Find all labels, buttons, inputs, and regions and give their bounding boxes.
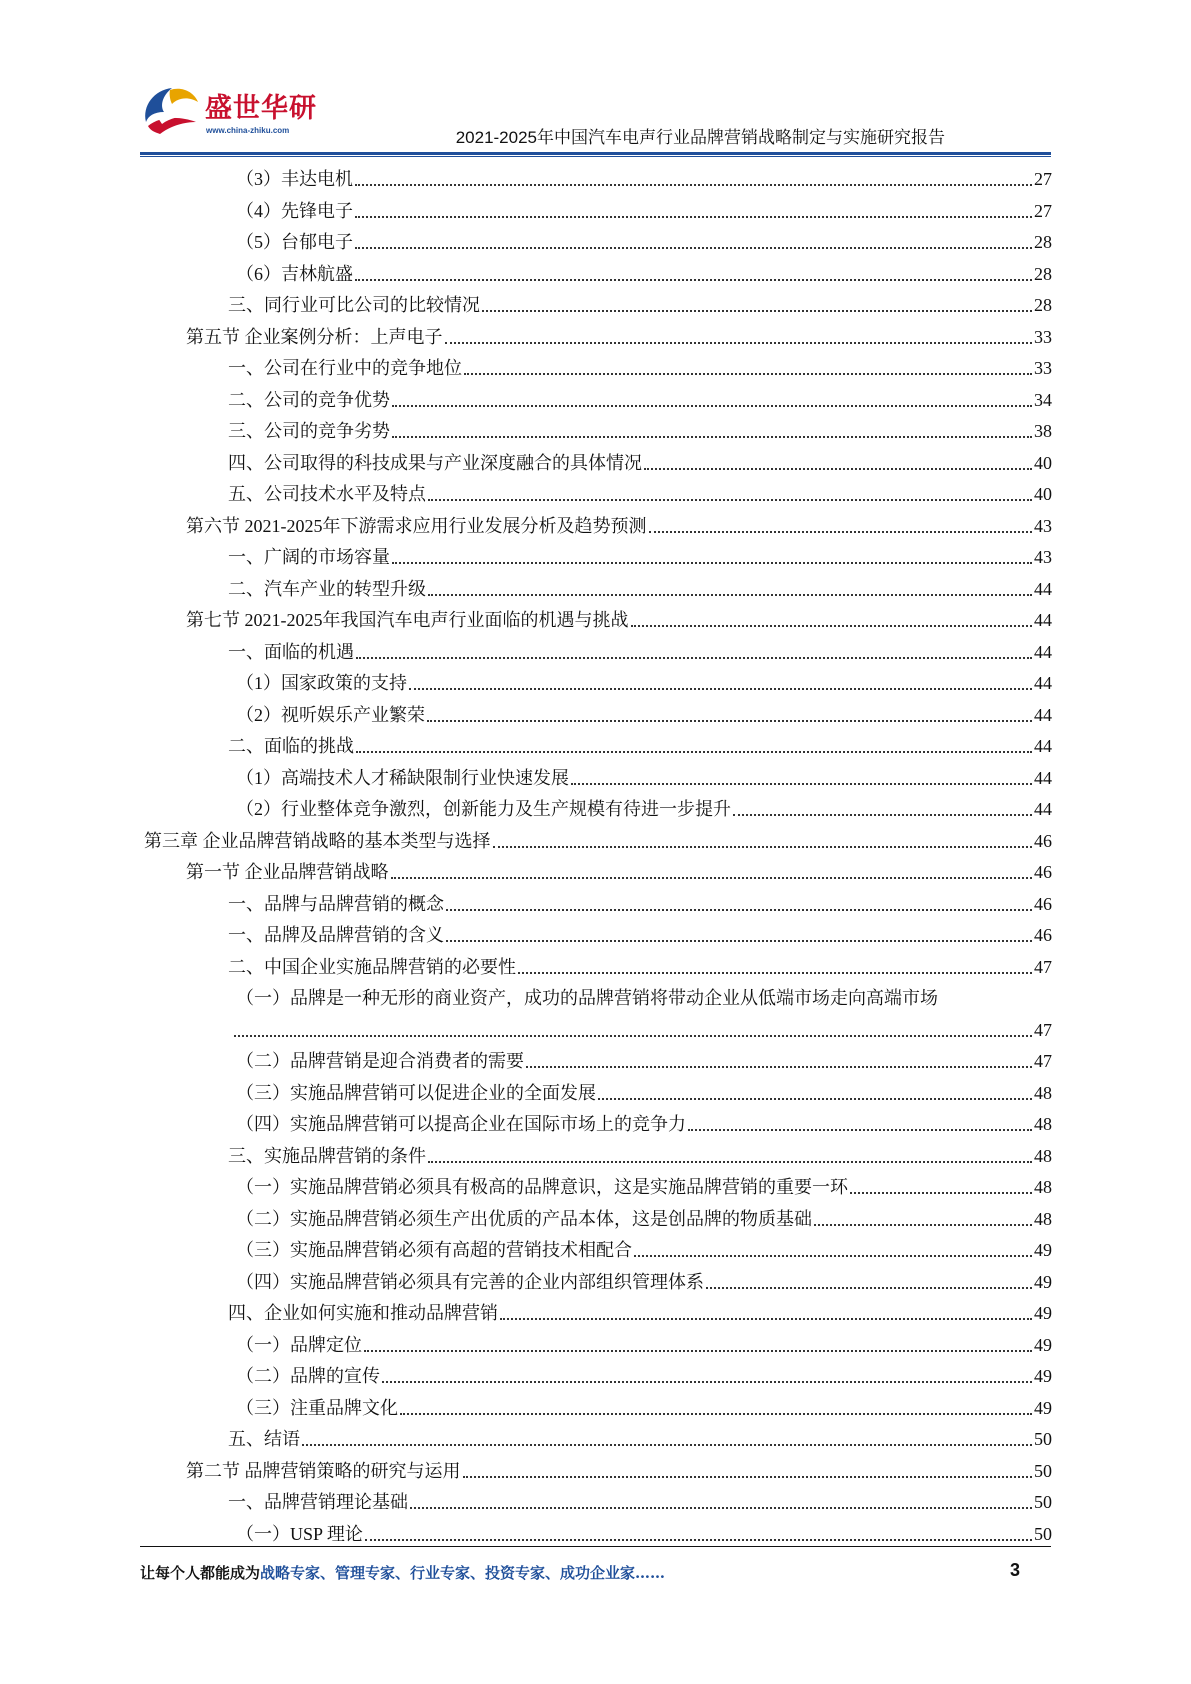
- toc-entry[interactable]: [236, 160, 1052, 190]
- toc-entry-title: （一）品牌定位: [236, 1334, 362, 1355]
- toc-leader-dots: [688, 1129, 1032, 1131]
- logo-mark-icon: [140, 82, 202, 138]
- toc-entry-title: 第六节 2021-2025年下游需求应用行业发展分析及趋势预测: [186, 515, 647, 536]
- toc-leader-dots: [392, 436, 1032, 438]
- document-title: 2021-2025年中国汽车电声行业品牌营销战略制定与实施研究报告: [455, 128, 945, 147]
- toc-leader-dots: [427, 720, 1032, 722]
- toc-leader-dots: [518, 972, 1032, 974]
- toc-entry-title: 一、面临的机遇: [228, 641, 354, 662]
- toc-entry[interactable]: [228, 1483, 1052, 1513]
- toc-entry[interactable]: [236, 1200, 1052, 1230]
- toc-entry-title: 四、企业如何实施和推动品牌营销: [228, 1303, 498, 1323]
- toc-entry[interactable]: [236, 1231, 1052, 1261]
- toc-entry-title: （二）实施品牌营销必须生产出优质的产品本体，这是创品牌的物质基础: [236, 1208, 812, 1229]
- toc-leader-dots: [649, 531, 1033, 533]
- toc-leader-dots: [814, 1224, 1032, 1226]
- page-header: [0, 0, 1191, 160]
- toc-entry[interactable]: [236, 1168, 1052, 1198]
- toc-entry-page: 44: [1034, 610, 1052, 630]
- toc-leader-dots: [706, 1287, 1032, 1289]
- toc-entry[interactable]: [186, 318, 1052, 348]
- toc-entry-title: 第三章 企业品牌营销战略的基本类型与选择: [144, 830, 491, 851]
- toc-entry-title: 二、面临的挑战: [228, 736, 354, 756]
- toc-entry-page: 47: [1034, 956, 1052, 977]
- toc-entry-page: 48: [1034, 1082, 1052, 1103]
- toc-leader-dots: [391, 877, 1033, 879]
- toc-entry-page: 27: [1034, 200, 1052, 221]
- toc-entry[interactable]: [228, 948, 1052, 978]
- toc-leader-dots: [392, 562, 1032, 564]
- toc-entry-page: 38: [1034, 421, 1052, 441]
- toc-entry[interactable]: [236, 1389, 1052, 1419]
- toc-entry-page: 49: [1034, 1366, 1052, 1386]
- toc-entry-title: 一、品牌与品牌营销的概念: [228, 893, 444, 914]
- toc-entry[interactable]: [186, 853, 1052, 883]
- toc-leader-dots: [446, 940, 1032, 942]
- toc-entry-title: （四）实施品牌营销可以提高企业在国际市场上的竞争力: [236, 1114, 686, 1134]
- page-number: 3: [1010, 1560, 1021, 1580]
- toc-leader-dots: [392, 405, 1032, 407]
- toc-entry[interactable]: [236, 1263, 1052, 1293]
- toc-entry-title: 三、实施品牌营销的条件: [228, 1145, 426, 1166]
- toc-entry[interactable]: [236, 1515, 1052, 1545]
- toc-entry-page: 44: [1034, 799, 1052, 819]
- toc-entry-title: 一、广阔的市场容量: [228, 547, 390, 567]
- toc-entry-page: 43: [1034, 547, 1052, 567]
- toc-entry-title: （三）实施品牌营销可以促进企业的全面发展: [236, 1082, 596, 1103]
- toc-entry-title: （4）先锋电子: [236, 200, 353, 221]
- toc-entry[interactable]: [236, 790, 1052, 820]
- toc-entry[interactable]: [144, 822, 1052, 852]
- toc-entry[interactable]: [236, 1105, 1052, 1135]
- toc-entry-title: （2）视听娱乐产业繁荣: [236, 704, 425, 725]
- toc-entry-page: 50: [1034, 1492, 1052, 1512]
- toc-leader-dots: [382, 1381, 1032, 1383]
- toc-entry-page: 43: [1034, 515, 1052, 536]
- toc-leader-dots: [356, 657, 1032, 659]
- toc-entry[interactable]: [236, 979, 1052, 1009]
- toc-entry-page: 50: [1034, 1460, 1052, 1481]
- toc-entry[interactable]: [236, 1042, 1052, 1072]
- toc-entry[interactable]: [228, 727, 1052, 757]
- toc-leader-dots: [400, 1413, 1032, 1415]
- toc-entry[interactable]: [228, 1420, 1052, 1450]
- toc-entry-page: 49: [1034, 1240, 1052, 1260]
- toc-entry-title: （一）实施品牌营销必须具有极高的品牌意识，这是实施品牌营销的重要一环: [236, 1177, 848, 1197]
- toc-entry-title: （三）实施品牌营销必须有高超的营销技术相配合: [236, 1240, 632, 1260]
- toc-entry-title: 四、公司取得的科技成果与产业深度融合的具体情况: [228, 452, 642, 473]
- toc-entry-page: 40: [1034, 484, 1052, 504]
- toc-entry[interactable]: [236, 192, 1052, 222]
- toc-leader-dots: [428, 499, 1032, 501]
- toc-entry[interactable]: [236, 1074, 1052, 1104]
- toc-leader-dots: [493, 846, 1033, 848]
- toc-entry[interactable]: [186, 507, 1052, 537]
- toc-entry-title: （二）品牌的宣传: [236, 1366, 380, 1386]
- toc-leader-dots: [644, 468, 1032, 470]
- toc-entry[interactable]: [186, 601, 1052, 631]
- toc-entry[interactable]: [228, 885, 1052, 915]
- toc-entry[interactable]: [228, 286, 1052, 316]
- toc-entry[interactable]: [228, 475, 1052, 505]
- toc-entry-page: 49: [1034, 1271, 1052, 1292]
- toc-entry-page: 46: [1034, 862, 1052, 882]
- toc-entry-title: 第七节 2021-2025年我国汽车电声行业面临的机遇与挑战: [186, 610, 629, 630]
- toc-entry-page: 48: [1034, 1208, 1052, 1229]
- toc-entry-page: 44: [1034, 767, 1052, 788]
- toc-entry[interactable]: [228, 381, 1052, 411]
- toc-leader-dots: [733, 814, 1032, 816]
- toc-entry[interactable]: [228, 916, 1052, 946]
- toc-entry-page: 46: [1034, 925, 1052, 945]
- toc-entry[interactable]: [228, 570, 1052, 600]
- toc-entry[interactable]: [236, 759, 1052, 789]
- toc-entry[interactable]: [228, 412, 1052, 442]
- toc-entry-page: 46: [1034, 830, 1052, 851]
- toc-entry[interactable]: [186, 1452, 1052, 1482]
- slogan-prefix: 让每个人都能成为: [140, 1564, 261, 1582]
- toc-entry-title: （3）丰达电机: [236, 169, 353, 189]
- toc-entry[interactable]: [236, 1357, 1052, 1387]
- toc-entry[interactable]: [236, 223, 1052, 253]
- toc-entry-page: 44: [1034, 736, 1052, 756]
- toc-leader-dots: [634, 1255, 1032, 1257]
- toc-leader-dots: [234, 1035, 1032, 1037]
- toc-entry-title: 二、汽车产业的转型升级: [228, 578, 426, 599]
- toc-entry-title: （四）实施品牌营销必须具有完善的企业内部组织管理体系: [236, 1271, 704, 1292]
- toc-leader-dots: [526, 1066, 1032, 1068]
- toc-leader-dots: [598, 1098, 1032, 1100]
- toc-entry-page: 47: [1034, 1019, 1052, 1040]
- toc-entry-page: 47: [1034, 1051, 1052, 1071]
- toc-entry-page: 44: [1034, 673, 1052, 693]
- toc-entry-page: 48: [1034, 1145, 1052, 1166]
- toc-entry-title: （一）USP 理论: [236, 1523, 363, 1544]
- toc-leader-dots: [410, 1507, 1032, 1509]
- toc-leader-dots: [445, 342, 1033, 344]
- toc-entry-title: 三、同行业可比公司的比较情况: [228, 295, 480, 315]
- toc-entry[interactable]: [228, 633, 1052, 663]
- toc-entry-page: 50: [1034, 1523, 1052, 1544]
- toc-entry-title: （2）行业整体竞争激烈，创新能力及生产规模有待进一步提升: [236, 799, 731, 819]
- toc-entry-page: 28: [1034, 263, 1052, 284]
- toc-leader-dots: [482, 310, 1032, 312]
- toc-entry-page: 33: [1034, 358, 1052, 378]
- toc-entry-title: 一、品牌及品牌营销的含义: [228, 925, 444, 945]
- toc-leader-dots: [409, 688, 1032, 690]
- toc-entry-page: 28: [1034, 232, 1052, 252]
- toc-entry[interactable]: [228, 538, 1052, 568]
- toc-entry-title: （二）品牌营销是迎合消费者的需要: [236, 1051, 524, 1071]
- toc-leader-dots: [464, 373, 1032, 375]
- toc-entry-page: 48: [1034, 1177, 1052, 1197]
- toc-entry-title: （1）国家政策的支持: [236, 673, 407, 693]
- company-logo: [140, 82, 320, 152]
- toc-entry[interactable]: [236, 664, 1052, 694]
- toc-entry-page: 33: [1034, 326, 1052, 347]
- toc-entry-page: 34: [1034, 389, 1052, 410]
- toc-entry-page: 49: [1034, 1397, 1052, 1418]
- toc-entry-page: 50: [1034, 1429, 1052, 1449]
- toc-entry[interactable]: [236, 1326, 1052, 1356]
- toc-entry-title: 一、品牌营销理论基础: [228, 1492, 408, 1512]
- toc-entry-page: 44: [1034, 641, 1052, 662]
- toc-entry-page: 44: [1034, 704, 1052, 725]
- toc-entry-page: 28: [1034, 295, 1052, 315]
- toc-entry[interactable]: [232, 1011, 1052, 1041]
- footer-slogan: [140, 1562, 665, 1583]
- toc-entry-title: 五、结语: [228, 1429, 300, 1449]
- toc-entry[interactable]: [228, 1137, 1052, 1167]
- toc-entry-page: 44: [1034, 578, 1052, 599]
- toc-entry-title: （5）台郁电子: [236, 232, 353, 252]
- toc-entry-title: 一、公司在行业中的竞争地位: [228, 358, 462, 378]
- toc-entry-title: 三、公司的竞争劣势: [228, 421, 390, 441]
- toc-leader-dots: [302, 1444, 1032, 1446]
- toc-entry-title: （1）高端技术人才稀缺限制行业快速发展: [236, 767, 569, 788]
- toc-leader-dots: [428, 594, 1032, 596]
- toc-entry-title: （一）品牌是一种无形的商业资产，成功的品牌营销将带动企业从低端市场走向高端市场: [236, 988, 938, 1008]
- toc-leader-dots: [364, 1350, 1032, 1352]
- toc-entry-title: 二、公司的竞争优势: [228, 389, 390, 410]
- toc-leader-dots: [463, 1476, 1033, 1478]
- toc-entry-page: 49: [1034, 1334, 1052, 1355]
- slogan-highlight: 战略专家、管理专家、行业专家、投资专家、成功企业家……: [260, 1564, 666, 1582]
- toc-leader-dots: [571, 783, 1032, 785]
- toc-entry[interactable]: [236, 255, 1052, 285]
- toc-entry-title: 第二节 品牌营销策略的研究与运用: [186, 1460, 461, 1481]
- toc-leader-dots: [355, 279, 1032, 281]
- toc-leader-dots: [355, 184, 1032, 186]
- toc-entry-page: 49: [1034, 1303, 1052, 1323]
- toc-entry[interactable]: [228, 349, 1052, 379]
- header-divider: [140, 152, 1051, 155]
- toc-entry-title: 二、中国企业实施品牌营销的必要性: [228, 956, 516, 977]
- toc-entry-page: 40: [1034, 452, 1052, 473]
- toc-entry-title: 五、公司技术水平及特点: [228, 484, 426, 504]
- toc-leader-dots: [356, 751, 1032, 753]
- toc-leader-dots: [355, 216, 1032, 218]
- toc-entry-title: （6）吉林航盛: [236, 263, 353, 284]
- toc-entry-title: 第五节 企业案例分析：上声电子: [186, 326, 443, 347]
- toc-entry[interactable]: [228, 444, 1052, 474]
- header-divider-thin: [140, 156, 1051, 157]
- toc-entry-page: 48: [1034, 1114, 1052, 1134]
- toc-entry-page: 27: [1034, 169, 1052, 189]
- toc-entry[interactable]: [228, 1294, 1052, 1324]
- toc-entry-title: （三）注重品牌文化: [236, 1397, 398, 1418]
- toc-entry-title: 第一节 企业品牌营销战略: [186, 862, 389, 882]
- toc-leader-dots: [631, 625, 1033, 627]
- footer-divider: [140, 1546, 1051, 1547]
- toc-leader-dots: [355, 247, 1032, 249]
- brand-url: www.china-zhiku.com: [206, 126, 290, 135]
- toc-leader-dots: [446, 909, 1032, 911]
- brand-name: 盛世华研: [205, 93, 317, 123]
- toc-leader-dots: [428, 1161, 1032, 1163]
- toc-entry-page: 46: [1034, 893, 1052, 914]
- toc-leader-dots: [500, 1318, 1032, 1320]
- toc-entry[interactable]: [236, 696, 1052, 726]
- toc-leader-dots: [365, 1539, 1032, 1541]
- toc-leader-dots: [850, 1192, 1032, 1194]
